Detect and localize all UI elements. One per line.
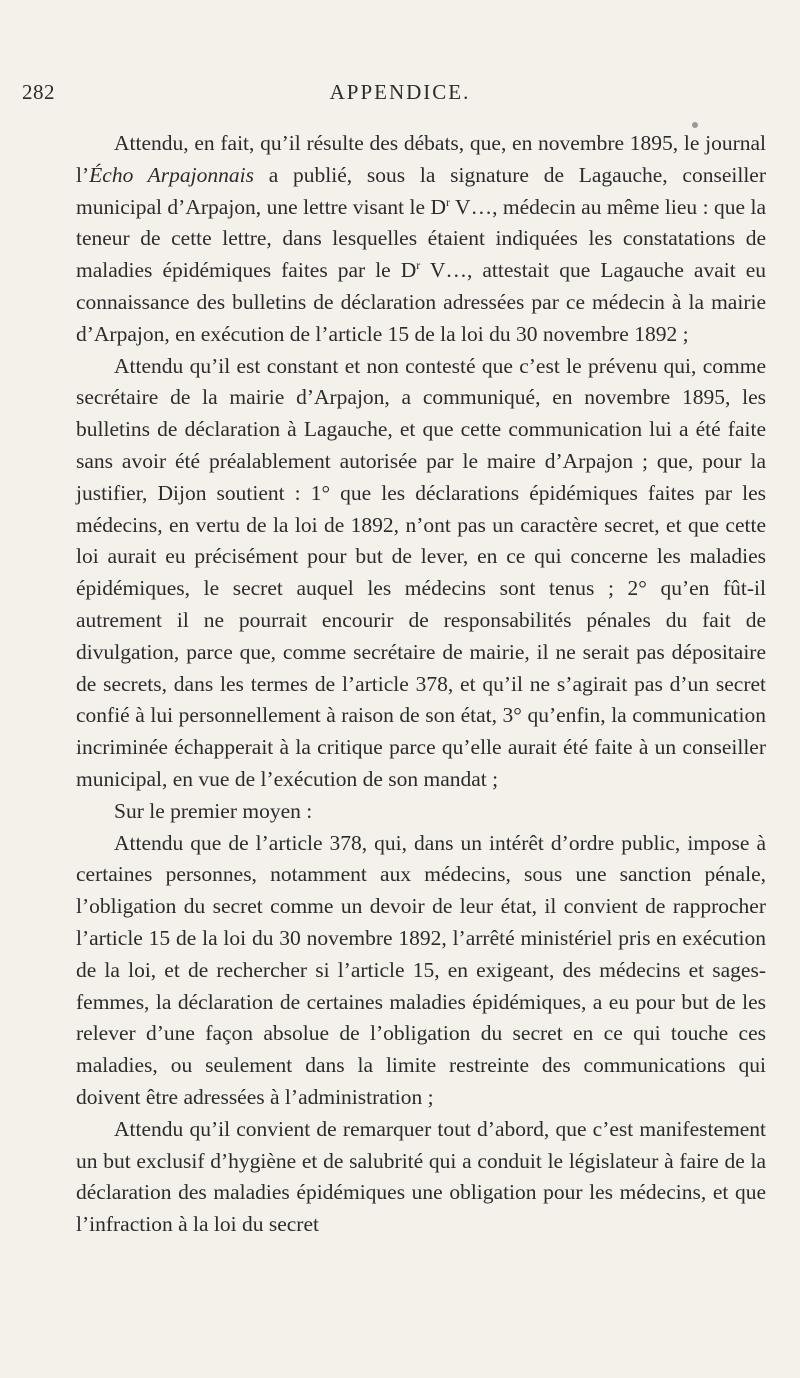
page-number: 282 bbox=[22, 80, 55, 104]
paragraph-2: Attendu qu’il est constant et non contesté que c’est le prévenu qui, comme secrétaire de la mairie d’Arpajon, a communiqué, en novembre 1895, les bulletins de déclaration à Lagauche, et que cette communication lui a été faite sans avoir été préalablement autorisée par le maire d’Arpajon ; que, pour la justifier, Dijon soutient : 1° que les déclarations épidémiques faites par les médecins, en vertu de la loi de 1892, n’ont pas un caractère secret, et que cette loi aurait eu précisément pour but de lever, en ce qui concerne les maladies épidémiques, le secret auquel les médecins sont tenus ; 2° qu’en fût-il autrement il ne pourrait encourir de responsabilités pénales du fait de divulgation, parce que, comme secrétaire de mairie, il ne serait pas dépositaire de secrets, dans les termes de l’article 378, et qu’il ne s’agirait pas d’un secret confié à lui personnellement à raison de son état, 3° qu’enfin, la communication incriminée échapperait à la critique parce qu’elle aurait été faite à un conseiller municipal, en vue de l’exécution de son mandat ; bbox=[76, 353, 766, 791]
running-title: APPENDICE. bbox=[329, 80, 471, 104]
paragraph-1: Attendu, en fait, qu’il résulte des débats, que, en novembre 1895, le journal l’Écho Arpajonnais a publié, sous la signature de Lagauche, conseiller municipal d’Arpajon, une lettre visant le $D^r$ V…, médecin au même lieu : que la teneur de cette lettre, dans lesquelles étaient indiquées les constatations de maladies épidémiques faites par le $D^r$ V…, attestait que Lagauche avait eu connaissance des bulletins de déclaration adressées par ce médecin à la mairie d’Arpajon, en exécution de l’article 15 de la loi du 30 novembre 1892 ; bbox=[76, 131, 766, 346]
newspaper-title: Écho Arpajonnais bbox=[89, 162, 254, 187]
paragraph-5: Attendu qu’il convient de remarquer tout d’abord, que c’est manifestement un but exclusif d’hygiène et de salubrité qui a conduit le législateur à faire de la déclaration des maladies épidémiques une obligation pour les médecins, et que l’infraction à la loi du secret bbox=[76, 1116, 766, 1237]
paragraph-4: Attendu que de l’article 378, qui, dans un intérêt d’ordre public, impose à certaines personnes, notamment aux médecins, sous une sanction pénale, l’obligation du secret comme un devoir de leur état, il convient de rapprocher l’article 15 de la loi du 30 novembre 1892, l’arrêté ministériel pris en exécution de la loi, et de rechercher si l’article 15, en exigeant, des médecins et sages-femmes, la déclaration de certaines maladies épidémiques, a eu pour but de les relever d’une façon absolue de l’obligation du secret en ce qui touche ces maladies, ou seulement dans la limite restreinte des communications qui doivent être adressées à l’administration ; bbox=[76, 830, 766, 1109]
body-text bbox=[76, 128, 766, 1241]
paragraph-3: Sur le premier moyen : bbox=[114, 798, 313, 823]
